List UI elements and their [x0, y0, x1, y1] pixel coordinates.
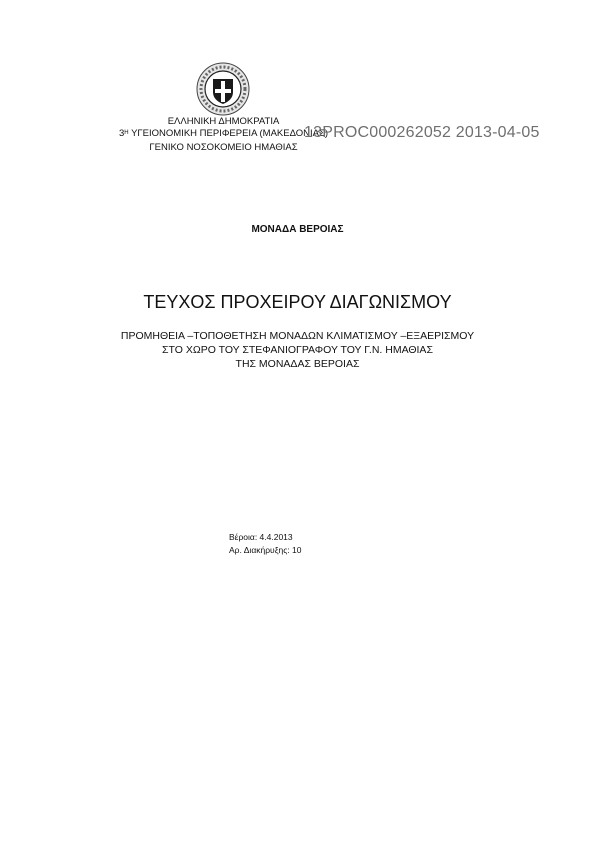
date-line: Βέροια: 4.4.2013 — [229, 532, 293, 542]
subtitle-line-1: ΠΡΟΜΗΘΕΙΑ –ΤΟΠΟΘΕΤΗΣΗ ΜΟΝΑΔΩΝ ΚΛΙΜΑΤΙΣΜΟΥ –ΕΞΑΕΡΙΣΜΟΥ — [120, 330, 475, 342]
header-line-health-region-text: ΥΓΕΙΟΝΟΜΙΚΗ ΠΕΡΙΦΕΡΕΙΑ (ΜΑΚΕΔΟΝΙΑΣ) — [128, 128, 329, 139]
tender-number-line: Αρ. Διακήρυξης: 10 — [229, 545, 302, 555]
page-title: ΤΕΥΧΟΣ ΠΡΟΧΕΙΡΟΥ ΔΙΑΓΩΝΙΣΜΟΥ — [143, 292, 452, 312]
document-id-stamp: 13PROC000262052 2013-04-05 — [304, 124, 540, 141]
header-line-health-region-number: 3 — [118, 128, 125, 139]
header-line-health-region-superscript: Η — [124, 130, 129, 136]
unit-heading: ΜΟΝΑΔΑ ΒΕΡΟΙΑΣ — [251, 224, 344, 235]
subtitle-line-2: ΣΤΟ ΧΩΡΟ ΤΟΥ ΣΤΕΦΑΝΙΟΓΡΑΦΟΥ ΤΟΥ Γ.Ν. ΗΜΑΘΙΑΣ — [162, 344, 433, 356]
header-line-hospital: ΓΕΝΙΚΟ ΝΟΣΟΚΟΜΕΙΟ ΗΜΑΘΙΑΣ — [149, 142, 298, 153]
header-line-republic: ΕΛΛΗΝΙΚΗ ΔΗΜΟΚΡΑΤΙΑ — [167, 116, 280, 127]
subtitle-line-3: ΤΗΣ ΜΟΝΑΔΑΣ ΒΕΡΟΙΑΣ — [235, 358, 360, 370]
greek-coat-of-arms-icon — [196, 62, 250, 116]
